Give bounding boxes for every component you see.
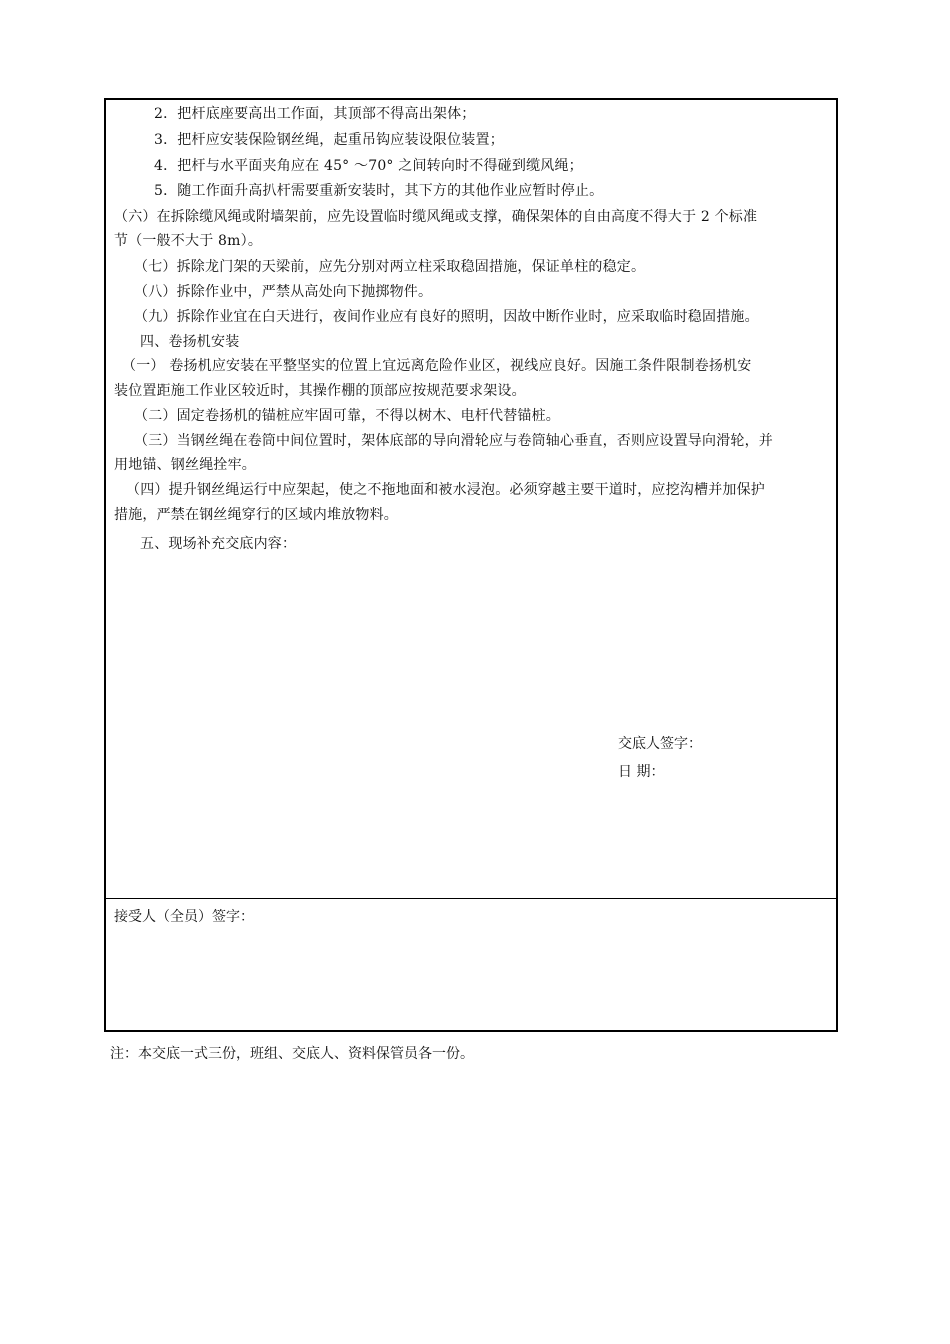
clause-7-line: （七）拆除龙门架的天梁前，应先分别对两立柱采取稳固措施，保证单柱的稳定。: [134, 259, 646, 275]
disclosure-form-table: [104, 98, 838, 1032]
item-2-line: 2．把杆底座要高出工作面，其顶部不得高出架体；: [154, 106, 476, 122]
item-3-line: 3．把杆应安装保险钢丝绳，起重吊钩应装设限位装置；: [154, 132, 504, 148]
date-label: 日 期：: [618, 764, 665, 780]
section-4-clause-3-line-1: （三）当钢丝绳在卷筒中间位置时，架体底部的导向滑轮应与卷筒轴心垂直，否则应设置导向滑轮，并: [134, 433, 773, 449]
section-4-clause-1-line-1: （一） 卷扬机应安装在平整坚实的位置上宜远离危险作业区，视线应良好。因施工条件限制卷扬机安: [122, 358, 752, 374]
clause-6-line-1: （六）在拆除缆风绳或附墙架前，应先设置临时缆风绳或支撑，确保架体的自由高度不得大于 2 个标准: [114, 209, 758, 225]
disclosure-content-cell: [106, 100, 836, 899]
footnote: 注：本交底一式三份，班组、交底人、资料保管员各一份。: [110, 1046, 474, 1062]
clause-9-line: （九）拆除作业宜在白天进行，夜间作业应有良好的照明，因故中断作业时，应采取临时稳固措施。: [134, 309, 759, 325]
section-4-clause-2-line: （二）固定卷扬机的锚桩应牢固可靠，不得以树木、电杆代替锚桩。: [134, 408, 560, 424]
item-4-line: 4．把杆与水平面夹角应在 45° ～70° 之间转向时不得碰到缆风绳；: [154, 158, 583, 174]
clause-6-line-2: 节（一般不大于 8m）。: [114, 233, 263, 249]
section-4-clause-4-line-1: （四）提升钢丝绳运行中应架起，使之不拖地面和被水浸泡。必须穿越主要干道时，应挖沟槽并加保护: [126, 482, 765, 498]
section-4-clause-3-line-2: 用地锚、钢丝绳拴牢。: [114, 457, 256, 473]
receiver-signature-cell: [106, 899, 836, 1030]
section-4-clause-1-line-2: 装位置距施工作业区较近时，其操作棚的顶部应按规范要求架设。: [114, 383, 526, 399]
receiver-signature-label: 接受人（全员）签字：: [114, 909, 254, 925]
item-5-line: 5．随工作面升高扒杆需要重新安装时，其下方的其他作业应暂时停止。: [154, 183, 604, 199]
signer-signature-label: 交底人签字：: [618, 736, 702, 752]
section-4-clause-4-line-2: 措施，严禁在钢丝绳穿行的区域内堆放物料。: [114, 507, 398, 523]
clause-8-line: （八）拆除作业中，严禁从高处向下抛掷物件。: [134, 284, 433, 300]
section-4-heading: 四、卷扬机安装: [140, 334, 240, 350]
section-5-heading: 五、现场补充交底内容：: [140, 536, 297, 552]
